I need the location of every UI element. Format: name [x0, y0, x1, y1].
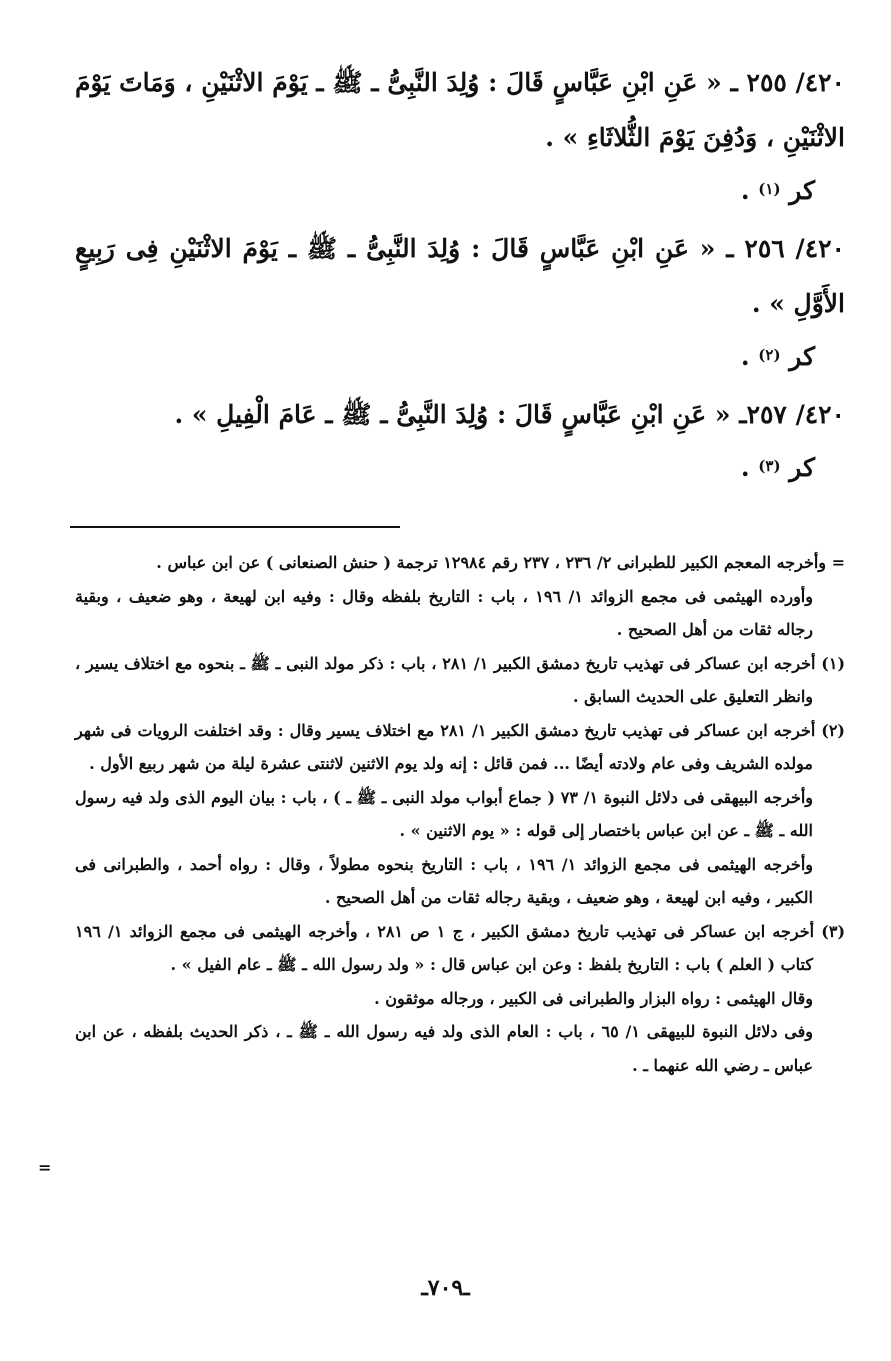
end-dot: .	[740, 342, 750, 371]
hadith-256: ٤٢٠/ ٢٥٦ ـ « عَنِ ابْنِ عَبَّاسٍ قَالَ : وُلِدَ النَّبِىُّ ـ ﷺ ـ يَوْمَ الاثْنَيْنِ فِى رَبِيعٍ الأَوَّلِ » .	[75, 234, 845, 318]
end-dot: .	[740, 176, 750, 205]
footnote-ref: (٣)	[758, 457, 781, 475]
page-number: ـ٧٠٩ـ	[421, 1275, 470, 1301]
source-label: كر	[789, 176, 815, 205]
main-text	[75, 55, 845, 494]
footnote-3-paragraph: وقال الهيثمى : رواه البزار والطبرانى فى الكبير ، ورجاله موثقون .	[374, 988, 813, 1008]
end-dot: .	[740, 453, 750, 482]
footnote-ref: (٢)	[758, 346, 781, 364]
source-257	[75, 442, 845, 494]
footnote-2: (٢) أخرجه ابن عساكر فى تهذيب تاريخ دمشق الكبير ١/ ٢٨١ مع اختلاف يسير وقال : وقد اختلفت الرويات فى شهر مولده الشريف وفى عام ولادته أيضًا ... فمن قائل : إنه ولد يوم الاثنين لاثنتى عشرة ليلة من شهر ربيع الأول .	[75, 720, 845, 773]
footnote-2-paragraph: وأخرجه الهيثمى فى مجمع الزوائد ١/ ١٩٦ ، باب : التاريخ بنحوه مطولاً ، وقال : رواه أحمد ، والطبرانى فى الكبير ، وفيه ابن لهيعة ، وهو ضعيف ، وبقية رجاله ثقات من أهل الصحيح .	[75, 854, 813, 907]
footnotes	[75, 546, 845, 1082]
source-label: كر	[789, 453, 815, 482]
hadith-255: ٤٢٠/ ٢٥٥ ـ « عَنِ ابْنِ عَبَّاسٍ قَالَ : وُلِدَ النَّبِىُّ ـ ﷺ ـ يَوْمَ الاثْنَيْنِ ، وَمَاتَ يَوْمَ الاثْنَيْنِ ، وَدُفِنَ يَوْمَ الثُّلاثَاءِ » .	[75, 68, 845, 152]
footnote-3: (٣) أخرجه ابن عساكر فى تهذيب تاريخ دمشق الكبير ، ج ١ ص ٢٨١ ، وأخرجه الهيثمى فى مجمع الزوائد ١/ ١٩٦ كتاب ( العلم ) باب : التاريخ بلفظ : وعن ابن عباس قال : « ولد رسول الله ـ ﷺ ـ عام الفيل » .	[75, 921, 846, 974]
source-256	[75, 331, 845, 383]
footnote-ref: (١)	[758, 180, 781, 198]
source-label: كر	[789, 342, 815, 371]
hadith-257: ٤٢٠/ ٢٥٧ـ « عَنِ ابْنِ عَبَّاسٍ قَالَ : وُلِدَ النَّبِىُّ ـ ﷺ ـ عَامَ الْفِيلِ » .	[174, 400, 845, 429]
footnote-1: (١) أخرجه ابن عساكر فى تهذيب تاريخ دمشق الكبير ١/ ٢٨١ ، باب : ذكر مولد النبى ـ ﷺ ـ بنحوه مع اختلاف يسير ، وانظر التعليق على الحديث السابق .	[75, 653, 846, 706]
footnote-3-paragraph: وفى دلائل النبوة للبيهقى ١/ ٦٥ ، باب : العام الذى ولد فيه رسول الله ـ ﷺ ـ ، ذكر الحديث بلفظه ، عن ابن عباس ـ رضي الله عنهما ـ .	[75, 1022, 814, 1075]
footnote-separator	[70, 526, 400, 528]
footnote-continuation: = وأخرجه المعجم الكبير للطبرانى ٢/ ٢٣٦ ، ٢٣٧ رقم ١٢٩٨٤ ترجمة ( حنش الصنعانى ) عن ابن عباس .	[156, 553, 845, 572]
source-255	[75, 165, 845, 217]
continuation-mark: =	[38, 1158, 52, 1177]
footnote-2-paragraph: وأخرجه البيهقى فى دلائل النبوة ١/ ٧٣ ( جماع أبواب مولد النبى ـ ﷺ ـ ) ، باب : بيان اليوم الذى ولد فيه رسول الله ـ ﷺ ـ عن ابن عباس باختصار إلى قوله : « يوم الاثنين » .	[75, 787, 814, 840]
footnote-continuation-paragraph: وأورده الهيثمى فى مجمع الزوائد ١/ ١٩٦ ، باب : التاريخ بلفظه وقال : وفيه ابن لهيعة ، وهو ضعيف ، وبقية رجاله ثقات من أهل الصحيح .	[75, 586, 813, 639]
page	[75, 55, 845, 1345]
